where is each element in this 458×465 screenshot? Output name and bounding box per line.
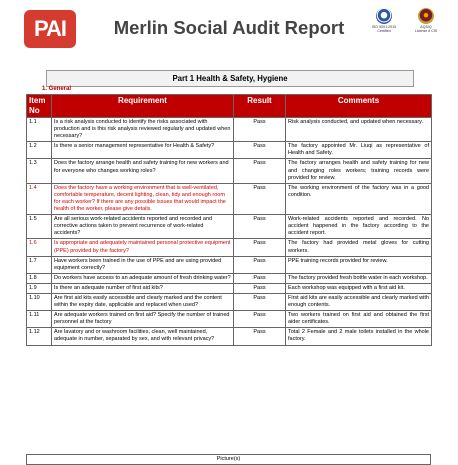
result-value: Pass [234,215,286,239]
result-value: Pass [234,311,286,328]
cert-1-line1: ISO 9001:2015 [371,25,397,29]
requirement-text: Are first aid kits easily accessible and clearly marked and the content within the expiry date, applicable and replaced when used? [52,293,234,310]
comment-text: The factory appointed Mr. Liuqi as representative of Health and Safety. [286,142,432,159]
comment-text: The factory had provided metal gloves for cutting workers. [286,239,432,256]
requirement-text: Is a risk analysis conducted to identify the risks associated with production and is this risk analysis reviewed regularly and updated when necessary? [52,118,234,142]
result-value: Pass [234,159,286,183]
table-row [27,293,432,310]
table-row [27,328,432,345]
comment-text: Work-related accidents reported and recorded. No accident happened in the factory according to the accident report. [286,215,432,239]
iso-certification-seal [366,8,402,34]
requirement-text: Are adequate workers trained on first aid? Specify the number of trained personnel at the factory [52,311,234,328]
section-title: 1. General [42,86,72,92]
aqsiq-certification-seal [408,8,444,34]
iso-seal-icon [376,8,392,24]
requirement-text: Have workers been trained in the use of PPE and are using provided equipment correctly? [52,256,234,273]
item-number: 1.2 [27,142,52,159]
result-value: Pass [234,283,286,293]
result-value: Pass [234,142,286,159]
item-number: 1.8 [27,273,52,283]
report-title: Merlin Social Audit Report [113,17,345,38]
part-title: Part 1 Health & Safety, Hygiene [46,70,414,87]
item-number: 1.7 [27,256,52,273]
item-number: 1.6 [27,239,52,256]
cert-2-line1: AQSIQ [420,25,432,29]
cert-2-line2: License # CIS [414,28,438,33]
table-row [27,273,432,283]
table-row [27,159,432,183]
table-row [27,183,432,214]
table-row [27,118,432,142]
audit-table [26,94,432,346]
comment-text: The factory arranges health and safety training for new and changing roles workers; training records were provided for review. [286,159,432,183]
requirement-text: Does the factory arrange health and safety training for new workers and for everyone who changes working roles? [52,159,234,183]
pictures-section-header: Picture(s) [26,454,431,465]
comment-text: Each workshop was equipped with a first aid kit. [286,283,432,293]
column-header-comments: Comments [286,95,432,118]
item-number: 1.10 [27,293,52,310]
item-number: 1.12 [27,328,52,345]
comment-text: Two workers trained on first aid and obtained the first aider certificates. [286,311,432,328]
table-row [27,283,432,293]
table-row [27,215,432,239]
comment-text: Risk analysis conducted, and updated when necessary. [286,118,432,142]
result-value: Pass [234,256,286,273]
item-number: 1.5 [27,215,52,239]
result-value: Pass [234,118,286,142]
cert-1-line2: Certified [377,28,391,33]
requirement-text: Are lavatory and or washroom facilities, clean, well maintained, adequate in number, separated by sex, and with relevant privacy? [52,328,234,345]
logo-text: PAI [33,16,67,41]
table-row [27,239,432,256]
requirement-text: Is there a senior management representative for Health & Safety? [52,142,234,159]
certification-logos [366,8,446,48]
table-row [27,256,432,273]
comment-text: The working environment of the factory was in a good condition. [286,183,432,214]
comment-text: PPE training records provided for review. [286,256,432,273]
column-header-item-no: Item No [27,95,52,118]
requirement-text: Are all serious work-related accidents reported and recorded and corrective actions taken to prevent recurrence of work-related accidents? [52,215,234,239]
column-header-result: Result [234,95,286,118]
item-number: 1.11 [27,311,52,328]
comment-text: First aid kits are easily accessible and clearly marked with enough contents. [286,293,432,310]
result-value: Pass [234,328,286,345]
table-row [27,311,432,328]
aqsiq-seal-icon [418,8,434,24]
requirement-text: Is there an adequate number of first aid kits? [52,283,234,293]
table-row [27,142,432,159]
result-value: Pass [234,273,286,283]
requirement-text: Do workers have access to an adequate amount of fresh drinking water? [52,273,234,283]
column-header-requirement: Requirement [52,95,234,118]
table-header-row [27,95,432,118]
requirement-text: Does the factory have a working environment that is well-ventilated, comfortable temperature, decent lighting, clean, tidy and enough room for each worker? If there are any possible issues that would impact the health of the worker, please give details. [52,183,234,214]
comment-text: The factory provided fresh bottle water in each workshop. [286,273,432,283]
item-number: 1.4 [27,183,52,214]
result-value: Pass [234,183,286,214]
result-value: Pass [234,239,286,256]
item-number: 1.3 [27,159,52,183]
item-number: 1.1 [27,118,52,142]
item-number: 1.9 [27,283,52,293]
comment-text: Total 2 Female and 2 male toilets installed in the whole factory. [286,328,432,345]
requirement-text: Is appropriate and adequately maintained personal protective equipment (PPE) provided by the factory? [52,239,234,256]
result-value: Pass [234,293,286,310]
